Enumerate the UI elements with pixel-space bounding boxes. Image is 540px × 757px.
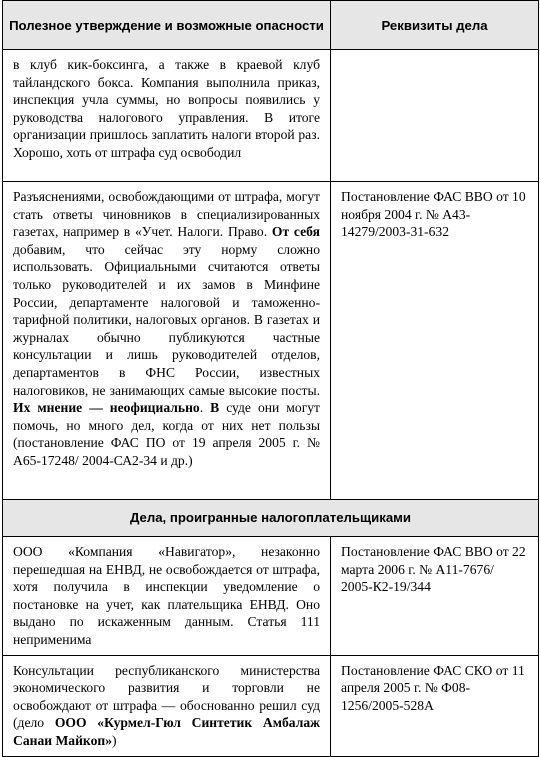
- statement-cell: [3, 655, 331, 756]
- tax-cases-table: [2, 0, 539, 757]
- statement-text: ): [112, 732, 117, 748]
- statement-cell: ООО «Компания «Навигатор», незаконно перешедшая на ЕНВД, не освобождается от штрафа, хотя получила в инспекции уведомление о постановке на учет, как плательщика ЕНВД. Оно выдано по искаженным данным. Статья 111 неприменима: [3, 537, 331, 656]
- table-row: [3, 537, 539, 656]
- table-row: [3, 182, 539, 500]
- header-case-details: Реквизиты дела: [331, 1, 539, 50]
- section-row: [3, 500, 539, 537]
- statement-text: в клуб кик-боксинга, а также в краевой клуб тайландского бокса. Компания выполнила приказ, инспекция учла суммы, но вопросы появились у руководства налогового управления. В итоге организации пришлось заплатить налоги второй раз. Хорошо, хоть от штрафа суд освободил: [13, 57, 320, 160]
- statement-text: Консультации республиканского министерства экономического развития и торговли не освобождают от штрафа — обоснованно решил суд (дело: [13, 662, 320, 731]
- header-statement: Полезное утверждение и возможные опасности: [3, 1, 331, 50]
- statement-bold: От себя: [271, 224, 320, 240]
- statement-text: добавим, что сейчас эту норму сложно использовать. Официальными считаются ответы только руководителей и их замов в Минфине России, департаменте налоговой и таможенно-тарифной политики, налоговых органов. В газетах и журналах обычно публикуются частные консультации и лишь руководителей отделов, департаментов в ФНС России, известных налоговиков, не занимающих самые высокие посты.: [13, 241, 320, 398]
- table-header-row: [3, 1, 539, 50]
- statement-bold: ООО «Курмел-Гюл Синтетик Амбалаж Санаи Майкоп»: [13, 715, 320, 748]
- statement-cell: [3, 182, 331, 500]
- statement-text: .: [199, 400, 211, 416]
- table-row: [3, 655, 539, 756]
- statement-cell: [3, 50, 331, 182]
- section-title: Дела, проигранные налогоплательщиками: [3, 500, 539, 537]
- case-details-cell: Постановление ФАС СКО от 11 апреля 2005 г. № Ф08-1256/2005-528А: [331, 655, 539, 756]
- table-row: [3, 50, 539, 182]
- case-details-cell: Постановление ФАС ВВО от 10 ноября 2004 г. № А43-14279/2003-31-632: [331, 182, 539, 500]
- statement-bold: В: [210, 400, 220, 416]
- case-details-cell: [331, 50, 539, 182]
- statement-bold: Их мнение — неофициально: [13, 400, 200, 416]
- statement-text: Разъяснениями, освобождающими от штрафа, могут стать ответы чиновников в специализированных газетах, например в «Учет. Налоги. Право.: [13, 189, 320, 240]
- statement-text: суде они могут помочь, но много дел, когда от них нет пользы (постановление ФАС ПО от 19 апреля 2005 г. № А65-17248/ 2004-СА2-34 и др.): [13, 400, 321, 468]
- case-details-cell: Постановление ФАС ВВО от 22 марта 2006 г. № А11-7676/ 2005-К2-19/344: [331, 537, 539, 656]
